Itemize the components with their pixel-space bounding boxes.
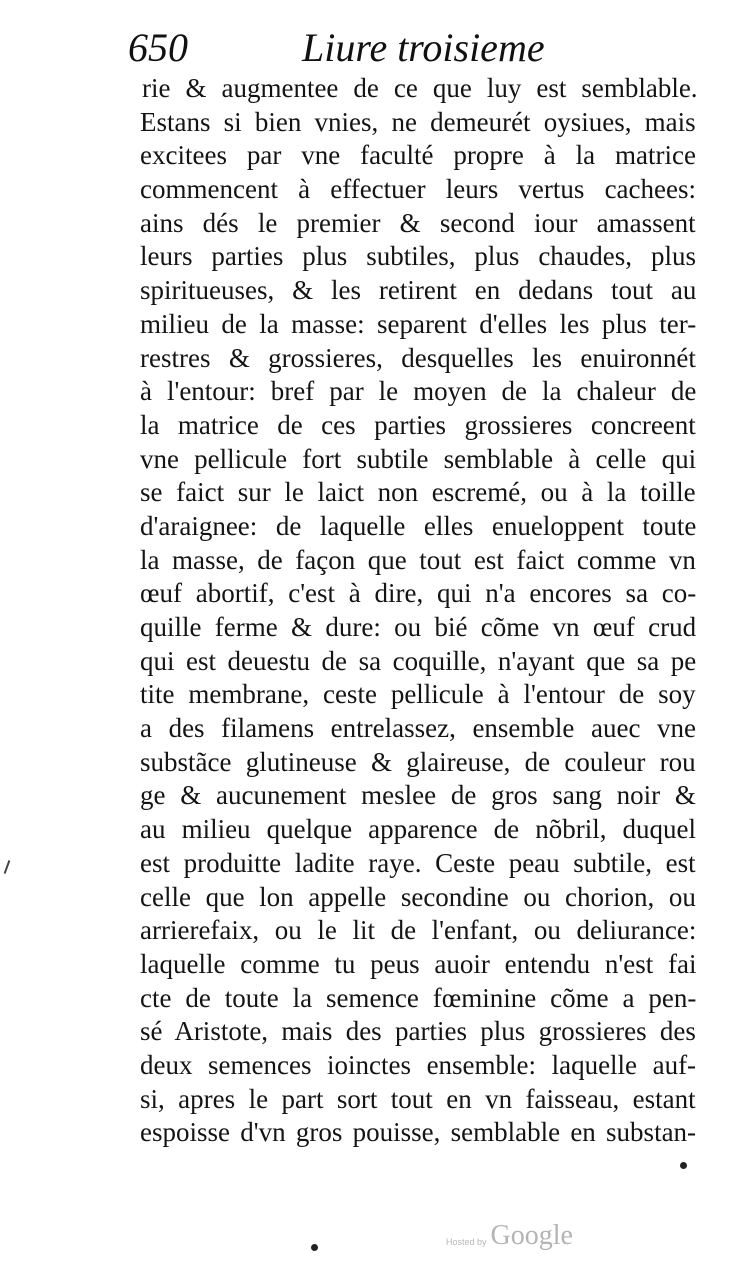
text-line: a des filamens entrelassez, ensemble auec vne: [140, 713, 697, 744]
text-line: vne pellicule fort subtile semblable à celle qui: [140, 443, 697, 474]
text-line: si, apres le part sort tout en vn faisseau, estant: [140, 1083, 696, 1114]
page-number: 650: [128, 25, 188, 70]
text-line: quille ferme & dure: ou bié cõme vn œuf crud: [140, 612, 697, 642]
text-line: arrierefaix, ou le lit de l'enfant, ou deliurance:: [140, 915, 697, 946]
ink-dot: [311, 1244, 318, 1251]
text-line: la matrice de ces parties grossieres concreent: [140, 409, 696, 440]
hosted-by-label: Hosted by: [446, 1237, 487, 1247]
text-line: se faict sur le laict non escremé, ou à la toille: [140, 477, 696, 508]
text-line: spiritueuses, & les retirent en dedans tout au: [140, 275, 697, 306]
text-line: cte de toute la semence fœminine cõme a pen-: [140, 982, 697, 1013]
text-line: qui est deuestu de sa coquille, n'ayant que sa pe: [140, 645, 697, 676]
text-line: la masse, de façon que tout est faict comme vn: [140, 544, 696, 575]
text-line: excitees par vne faculté propre à la matrice: [140, 140, 696, 171]
text-line: restres & grossieres, desquelles les enuironnét: [140, 342, 696, 373]
text-line: sé Aristote, mais des parties plus grossieres des: [140, 1016, 696, 1047]
text-line: espoisse d'vn gros pouisse, semblable en substan-: [140, 1117, 697, 1148]
text-line: deux semences ioinctes ensemble: laquelle auf-: [140, 1049, 697, 1080]
google-watermark: [446, 1214, 573, 1254]
text-line: commencent à effectuer leurs vertus cachees:: [140, 174, 696, 205]
text-line: Estans si bien vnies, ne demeurét oysiues, mais: [140, 106, 696, 137]
running-title: Liure troisieme: [302, 25, 545, 70]
text-line: rie & augmentee de ce que luy est semblable.: [142, 73, 698, 103]
body-text: [140, 72, 700, 1150]
text-line: au milieu quelque apparence de nõbril, duquel: [140, 814, 697, 845]
text-line: substãce glutineuse & glaireuse, de couleur rou: [140, 746, 696, 777]
margin-mark: [4, 860, 11, 874]
page-header: [128, 20, 688, 76]
text-line: laquelle comme tu peus auoir entendu n'est fai: [140, 948, 697, 979]
google-logo: Google: [490, 1220, 573, 1251]
text-line: est produitte ladite raye. Ceste peau subtile, est: [140, 847, 696, 878]
text-line: celle que lon appelle secondine ou chorion, ou: [140, 881, 696, 912]
ink-dot: [680, 1162, 687, 1169]
text-line: leurs parties plus subtiles, plus chaudes, plus: [140, 241, 696, 272]
text-line: à l'entour: bref par le moyen de la chaleur de: [140, 376, 697, 407]
text-line: d'araignee: de laquelle elles enueloppent toute: [140, 510, 697, 541]
text-line: ains dés le premier & second iour amassent: [140, 207, 696, 238]
text-line: œuf abortif, c'est à dire, qui n'a encores sa co-: [140, 578, 697, 609]
text-line: milieu de la masse: separent d'elles les plus ter-: [140, 308, 697, 339]
text-line: ge & aucunement meslee de gros sang noir &: [140, 780, 696, 811]
text-line: tite membrane, ceste pellicule à l'entour de soy: [140, 679, 696, 710]
